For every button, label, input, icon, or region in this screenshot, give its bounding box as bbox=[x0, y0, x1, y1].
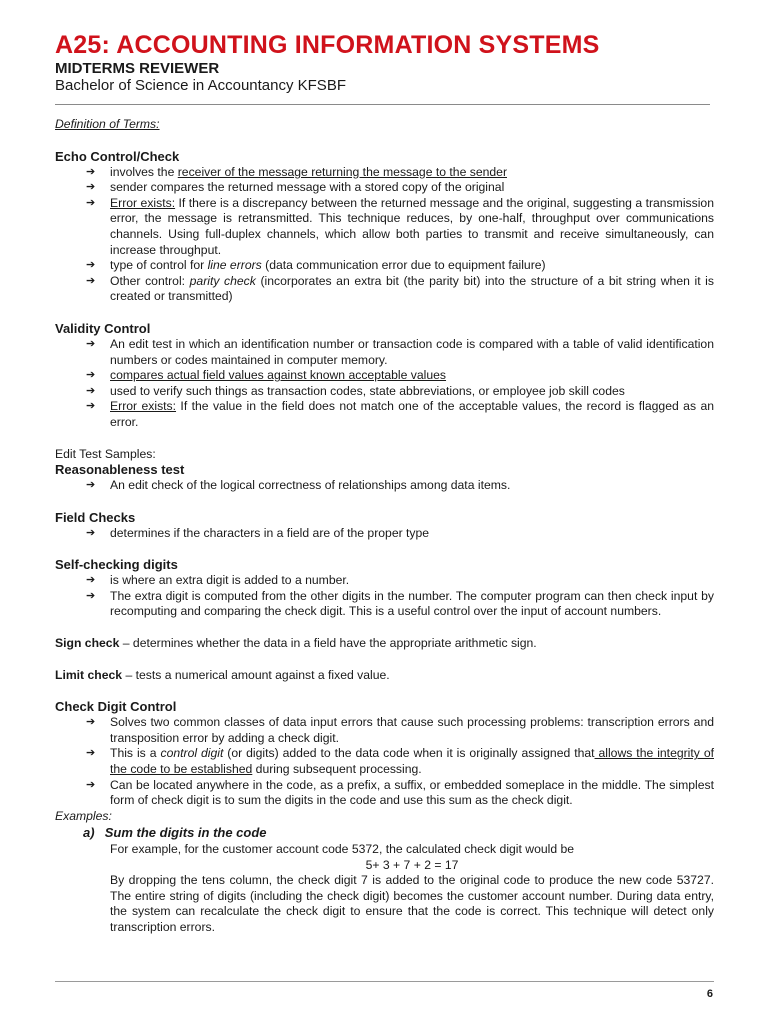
list-item: ➔ involves the receiver of the message returning the message to the sender bbox=[110, 165, 714, 181]
echo-control-section bbox=[55, 149, 714, 305]
page-number: 6 bbox=[706, 988, 713, 1000]
list-item: ➔ An edit check of the logical correctness of relationships among data items. bbox=[110, 478, 714, 494]
list-item: ➔ Error exists: If there is a discrepancy between the returned message and the original, suggesting a transmission error, the message is retransmitted. This technique reduces, by one-half, throughput over communications channels. Using full-duplex channels, which allow both parties to transmit and receive simultaneously, can increase throughput. bbox=[110, 196, 714, 258]
document-title: A25: ACCOUNTING INFORMATION SYSTEMS bbox=[55, 31, 600, 59]
list-item: ➔ determines if the characters in a field are of the proper type bbox=[110, 526, 714, 542]
examples-label: Examples: bbox=[55, 808, 112, 823]
list-item: ➔ Other control: parity check (incorporates an extra bit (the parity bit) into the structure of a bit string when it is created or transmitted) bbox=[110, 274, 714, 305]
list-item: ➔ type of control for line errors (data communication error due to equipment failure) bbox=[110, 258, 714, 274]
section-heading: Field Checks bbox=[55, 509, 136, 525]
list-item: ➔ Can be located anywhere in the code, as a prefix, a suffix, or embedded someplace in the middle. The simplest form of check digit is to sum the digits in the code and use this sum as the check digit. bbox=[110, 778, 714, 809]
example-a-title: Sum the digits in the code bbox=[104, 825, 267, 841]
sign-check-line: Sign check – determines whether the data in a field have the appropriate arithmetic sign. bbox=[55, 636, 537, 651]
list-item: ➔ sender compares the returned message with a stored copy of the original bbox=[110, 180, 714, 196]
example-a-label: a) bbox=[83, 825, 95, 841]
list-item: ➔ This is a control digit (or digits) added to the data code when it is originally assigned that allows the integrity of the code to be established during subsequent processing. bbox=[110, 746, 714, 777]
list-item: ➔ Solves two common classes of data input errors that cause such processing problems: transcription errors and transposition error by adding a check digit. bbox=[110, 715, 714, 746]
section-heading: Reasonableness test bbox=[55, 462, 185, 478]
list-item: ➔ Error exists: If the value in the field does not match one of the acceptable values, the record is flagged as an error. bbox=[110, 399, 714, 430]
header-divider bbox=[55, 104, 710, 105]
check-digit-control-section bbox=[55, 699, 714, 809]
self-checking-digits-section bbox=[55, 557, 714, 620]
example-a-paragraph: By dropping the tens column, the check digit 7 is added to the original code to produce the new code 53727. The entire string of digits (including the check digit) becomes the customer account number. During data entry, the system can recalculate the check digit to ensure that the code is correct. This technique will detect only transcription errors. bbox=[110, 873, 714, 934]
field-checks-section bbox=[55, 510, 714, 542]
reasonableness-section bbox=[55, 462, 714, 494]
example-a-paragraph: For example, for the customer account code 5372, the calculated check digit would be bbox=[110, 842, 575, 856]
example-a bbox=[55, 825, 714, 935]
example-a-equation: 5+ 3 + 7 + 2 = 17 bbox=[365, 857, 459, 872]
section-label: Definition of Terms: bbox=[55, 117, 160, 131]
list-item: ➔ An edit test in which an identification number or transaction code is compared with a table of valid identification numbers or codes maintained in computer memory. bbox=[110, 337, 714, 368]
edit-test-samples-label: Edit Test Samples: bbox=[55, 446, 156, 461]
list-item: ➔ used to verify such things as transaction codes, state abbreviations, or employee job skill codes bbox=[110, 384, 714, 400]
validity-control-section bbox=[55, 321, 714, 431]
section-heading: Check Digit Control bbox=[55, 699, 177, 715]
section-heading: Self-checking digits bbox=[55, 557, 178, 573]
section-heading: Validity Control bbox=[55, 320, 151, 336]
list-item: ➔ is where an extra digit is added to a number. bbox=[110, 573, 714, 589]
limit-check-line: Limit check – tests a numerical amount against a fixed value. bbox=[55, 667, 390, 682]
program-name: Bachelor of Science in Accountancy KFSBF bbox=[55, 77, 346, 94]
section-heading: Echo Control/Check bbox=[55, 148, 180, 164]
footer-divider bbox=[55, 981, 714, 982]
document-subtitle: MIDTERMS REVIEWER bbox=[55, 60, 220, 77]
list-item: ➔ The extra digit is computed from the other digits in the number. The computer program can then check input by recomputing and comparing the check digit. This is a useful control over the input of account numbers. bbox=[110, 589, 714, 620]
document-page bbox=[55, 30, 714, 936]
list-item: ➔ compares actual field values against known acceptable values bbox=[110, 368, 714, 384]
